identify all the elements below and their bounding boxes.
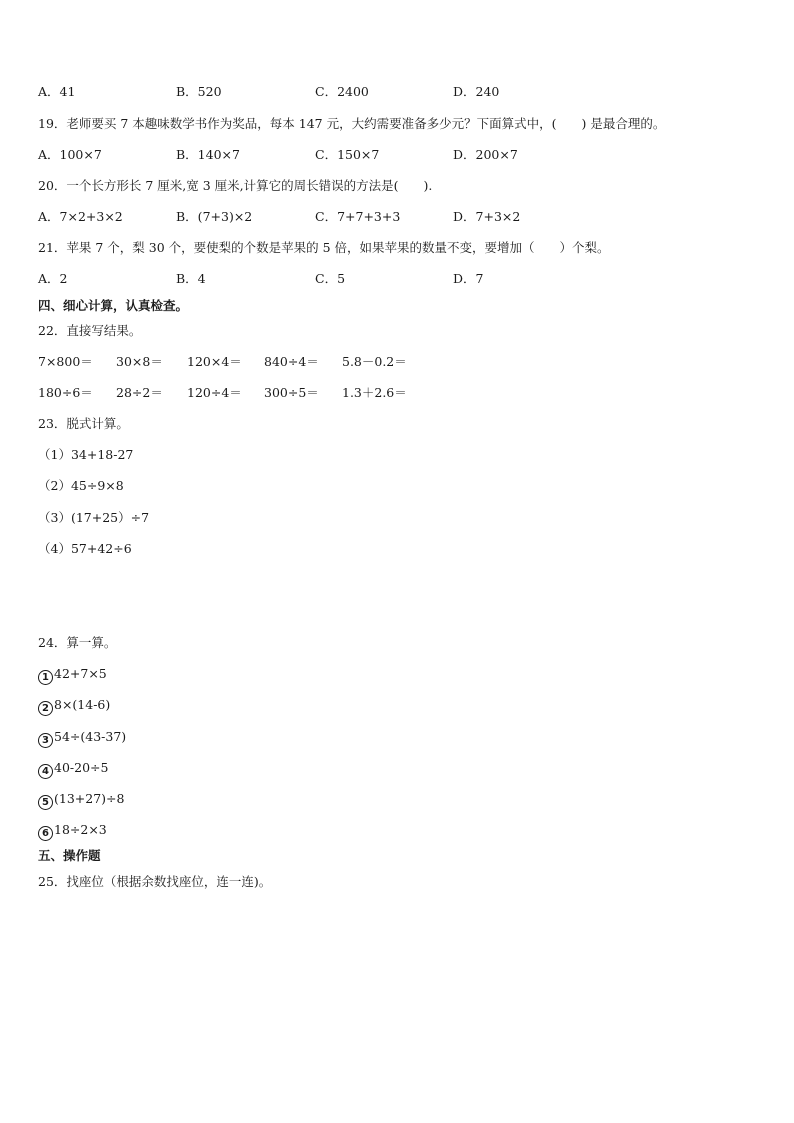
circled-number-icon: 6 — [38, 826, 53, 841]
q24-expression: 18÷2×3 — [54, 822, 107, 837]
q20-option-b: B．(7+3)×2 — [176, 209, 253, 224]
q24-item — [38, 760, 108, 779]
q19-option-c: C．150×7 — [315, 147, 380, 162]
q23-item: （3）(17+25）÷7 — [38, 510, 150, 525]
q22-calc-item: 7×800＝ — [38, 354, 93, 369]
q23-question: 23．脱式计算。 — [38, 416, 129, 431]
q23-item: （4）57+42÷6 — [38, 541, 132, 556]
q24-item — [38, 666, 107, 685]
q24-expression: 40-20÷5 — [54, 760, 109, 775]
section-4-heading: 四、细心计算，认真检查。 — [38, 298, 189, 313]
q22-calc-item: 180÷6＝ — [38, 385, 93, 400]
circled-number-icon: 3 — [38, 733, 53, 748]
q22-calc-item: 840÷4＝ — [264, 354, 319, 369]
q21-question: 21．苹果 7 个，梨 30 个，要使梨的个数是苹果的 5 倍，如果苹果的数量不变，要增加（ ）个梨。 — [38, 240, 610, 255]
q24-expression: 8×(14-6) — [54, 697, 111, 712]
q22-calc-item: 120×4＝ — [187, 354, 242, 369]
q24-item — [38, 697, 110, 716]
q18-option-c: C．2400 — [315, 84, 369, 99]
q21-option-d: D．7 — [453, 271, 484, 286]
q24-expression: (13+27)÷8 — [54, 791, 125, 806]
q21-option-c: C．5 — [315, 271, 346, 286]
q19-option-d: D．200×7 — [453, 147, 518, 162]
q20-option-d: D．7+3×2 — [453, 209, 521, 224]
q21-option-b: B．4 — [176, 271, 206, 286]
q24-expression: 42+7×5 — [54, 666, 107, 681]
q21-option-a: A．2 — [38, 271, 68, 286]
q22-calc-item: 5.8－0.2＝ — [342, 354, 407, 369]
q20-option-a: A．7×2+3×2 — [38, 209, 123, 224]
q25-question: 25．找座位（根据余数找座位，连一连)。 — [38, 874, 272, 889]
q24-item — [38, 791, 124, 810]
q18-option-a: A．41 — [38, 84, 76, 99]
q24-item — [38, 729, 126, 748]
q22-question: 22．直接写结果。 — [38, 323, 142, 338]
q23-item: （2）45÷9×8 — [38, 478, 124, 493]
q22-calc-item: 300÷5＝ — [264, 385, 319, 400]
q22-calc-item: 1.3＋2.6＝ — [342, 385, 407, 400]
q18-option-d: D．240 — [453, 84, 500, 99]
circled-number-icon: 2 — [38, 701, 53, 716]
q18-option-b: B．520 — [176, 84, 222, 99]
q23-item: （1）34+18-27 — [38, 447, 134, 462]
q19-option-b: B．140×7 — [176, 147, 240, 162]
q20-question: 20．一个长方形长 7 厘米,宽 3 厘米,计算它的周长错误的方法是( ). — [38, 178, 433, 193]
q24-expression: 54÷(43-37) — [54, 729, 127, 744]
section-5-heading: 五、操作题 — [38, 848, 101, 863]
circled-number-icon: 4 — [38, 764, 53, 779]
q24-question: 24．算一算。 — [38, 635, 117, 650]
circled-number-icon: 1 — [38, 670, 53, 685]
q19-option-a: A．100×7 — [38, 147, 102, 162]
circled-number-icon: 5 — [38, 795, 53, 810]
q20-option-c: C．7+7+3+3 — [315, 209, 401, 224]
q22-calc-item: 30×8＝ — [116, 354, 163, 369]
q22-calc-item: 28÷2＝ — [116, 385, 163, 400]
q22-calc-item: 120÷4＝ — [187, 385, 242, 400]
q24-item — [38, 822, 107, 841]
q19-question: 19．老师要买 7 本趣味数学书作为奖品，每本 147 元，大约需要准备多少元？下面算式中，( ) 是最合理的。 — [38, 116, 666, 131]
